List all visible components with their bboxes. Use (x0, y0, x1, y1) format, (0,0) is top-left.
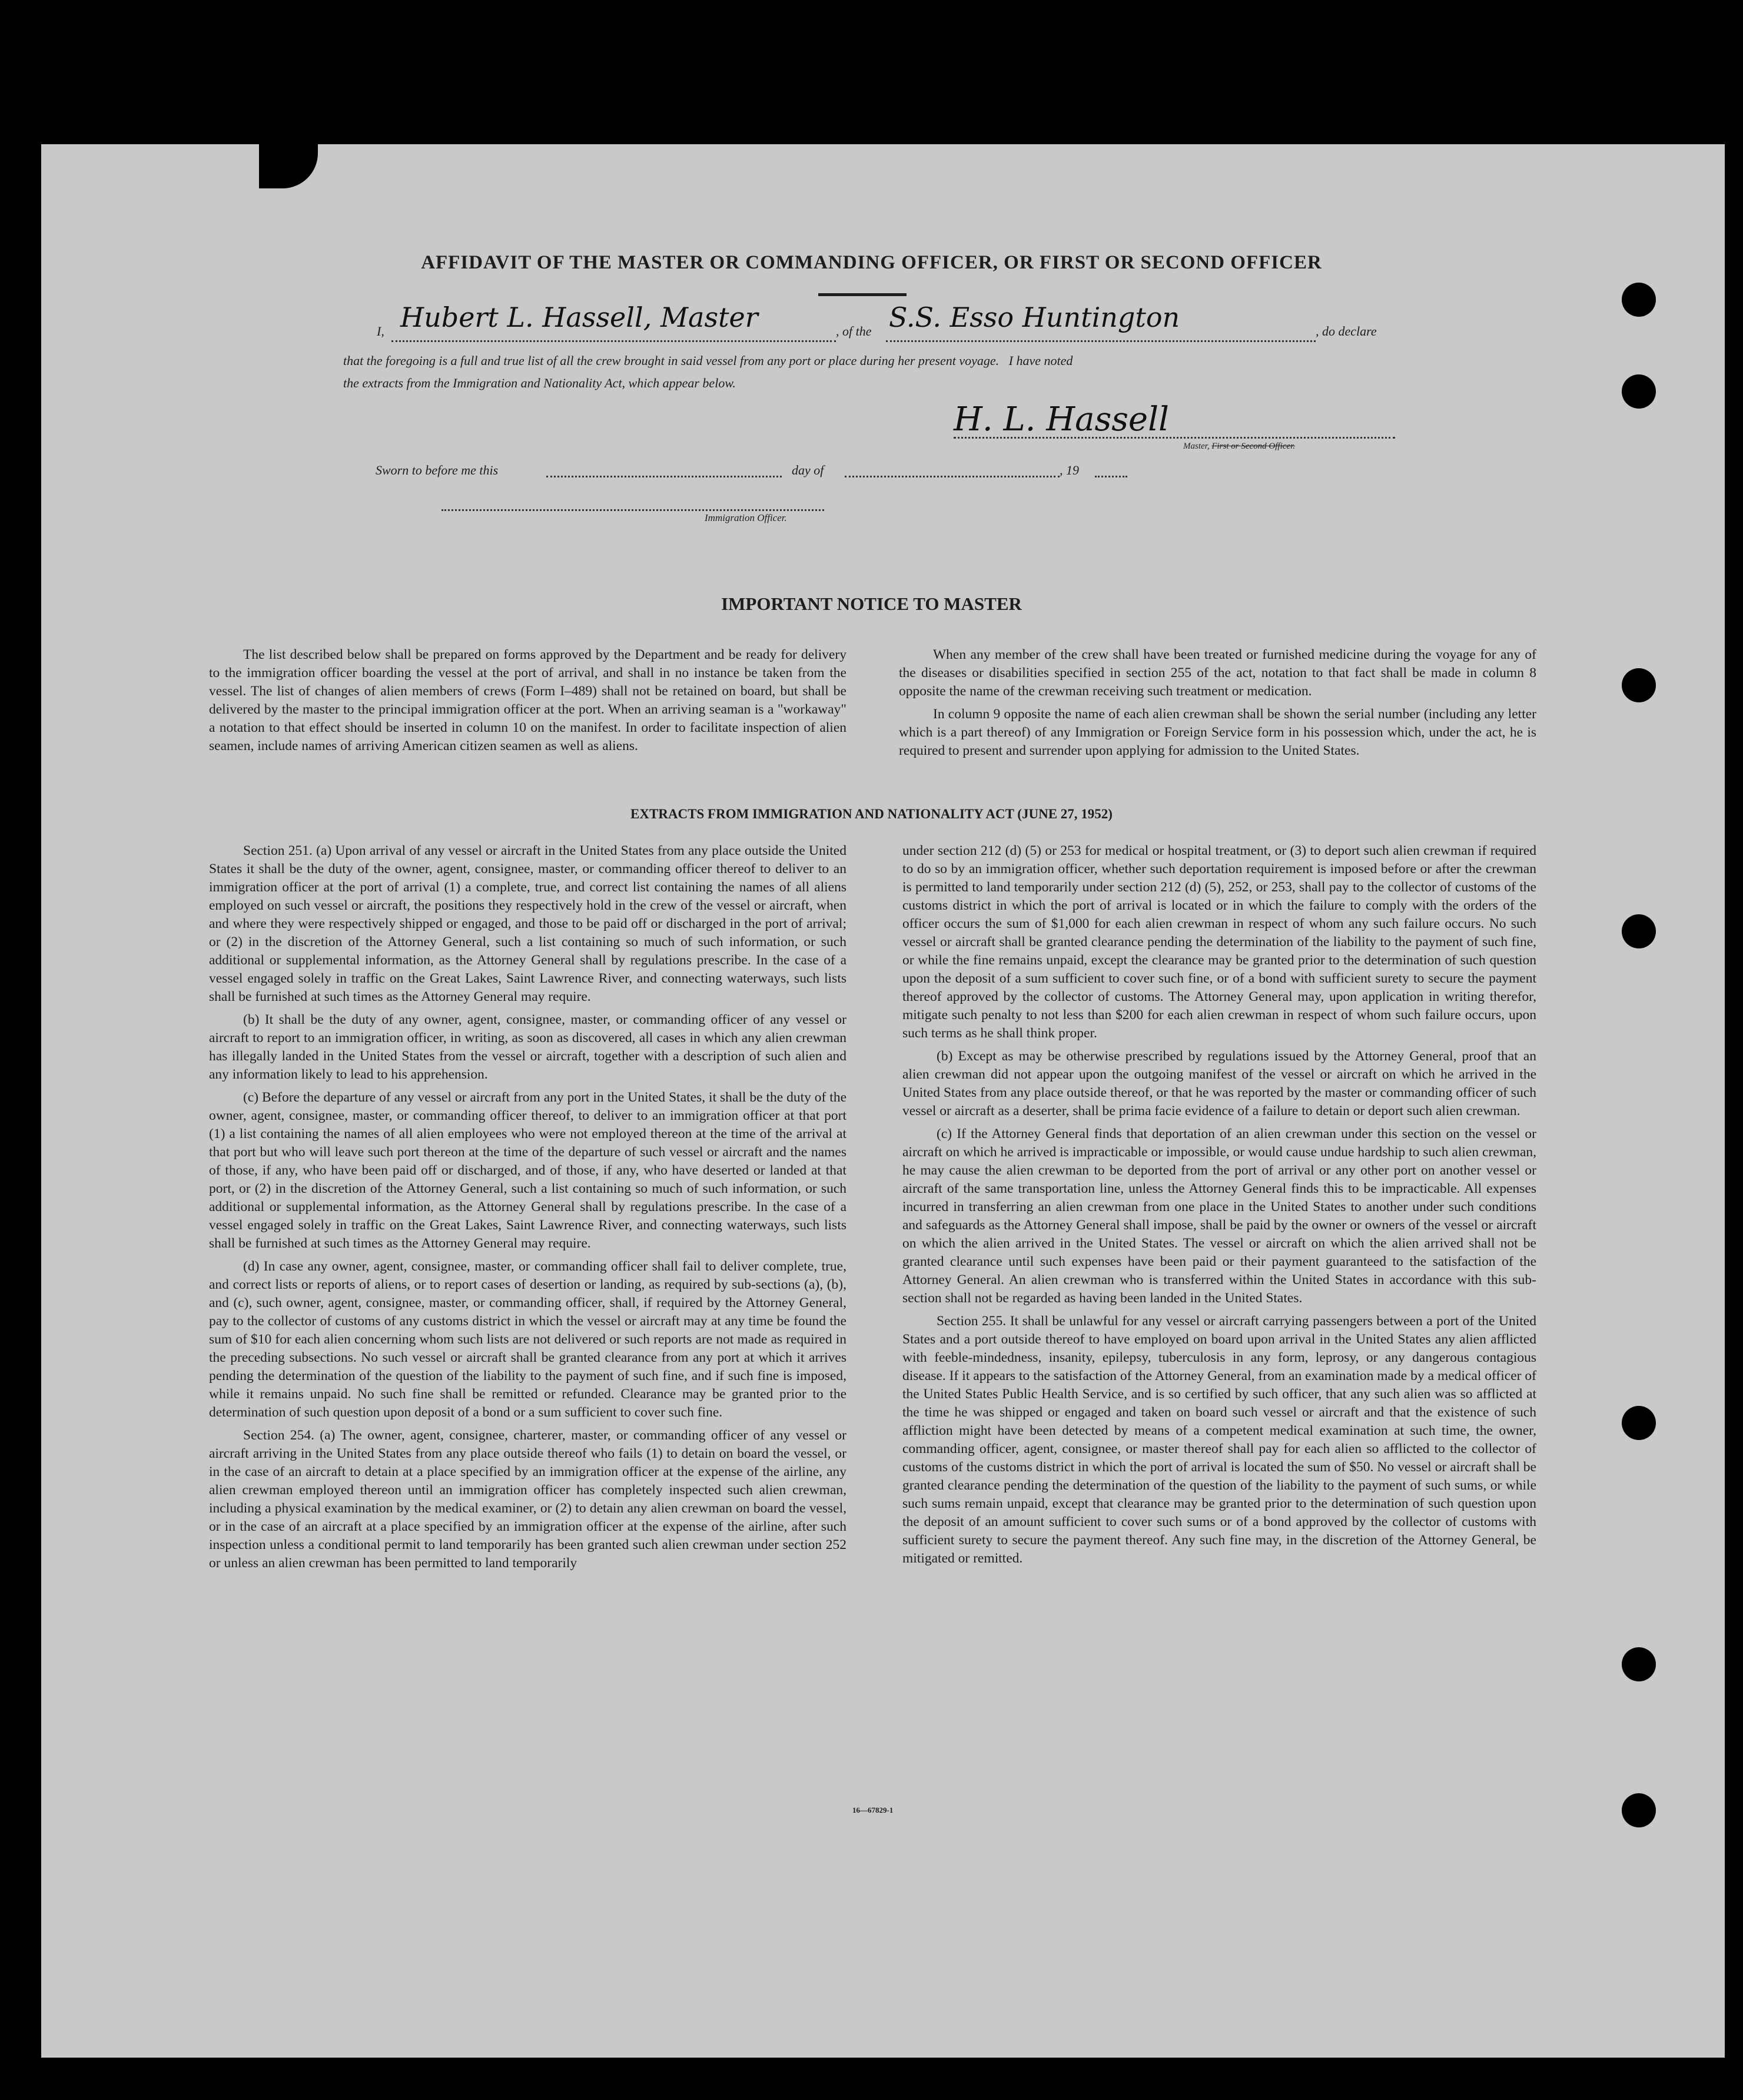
day-of-label: day of (792, 463, 824, 477)
form-code: 16—67829-1 (852, 1806, 894, 1814)
extracts-left-column (209, 842, 846, 1577)
extract-paragraph: (c) If the Attorney General finds that deportation of an alien crewman under this section on the vessel or aircraft on which he arrived is impracticable or impossible, or would cause undue hardship to such alien crewman, he may cause the alien crewman to be deported from the port of arrival or any other port on another vessel or aircraft of the same transportation line, unless the Attorney General finds this to be impracticable. All expenses incurred in transferring an alien crewman from one place in the United States to another under such conditions and safeguards as the Attorney General shall impose, shall be paid by the owner or owners of the vessel or aircraft on which the alien arrived in the United States. The vessel or aircraft on which the alien arrived shall not be granted clearance until such expenses have been paid or their payment guaranteed to the satisfaction of the Attorney General. An alien crewman who is transferred within the United States in accordance with this sub-section shall not be regarded as having been landed in the United States. (902, 1126, 1536, 1306)
of-the-label: , of the (836, 324, 872, 339)
affidavit-title: AFFIDAVIT OF THE MASTER OR COMMANDING OFFICER, OR FIRST OR SECOND OFFICER (421, 252, 1322, 273)
affidavit-pronoun: I, (377, 324, 384, 339)
month-line (845, 476, 1060, 477)
immigration-officer-line (441, 509, 824, 511)
year-label: , 19 (1060, 463, 1079, 477)
handwritten-name: Hubert L. Hassell, Master (400, 301, 758, 333)
year-line (1095, 476, 1127, 477)
handwritten-vessel: S.S. Esso Huntington (889, 301, 1180, 333)
signature-line (954, 437, 1395, 439)
extract-paragraph: (b) Except as may be otherwise prescribed by regulations issued by the Attorney General, proof that an alien crewman did not appear upon the outgoing manifest of the vessel or aircraft on which he arrived in the United States from any place outside thereof, or that he was reported by the master or commanding officer of such vessel or aircraft as a deserter, shall be prima facie evidence of a failure to detain or deport such alien crewman. (902, 1049, 1536, 1119)
punch-hole (1622, 283, 1656, 317)
extract-paragraph: (d) In case any owner, agent, consignee, master, or commanding officer shall fail to deliver complete, true, and correct lists or reports of aliens, or to report cases of desertion or landing, as required by sub-sections (a), (b), and (c), such owner, agent, consignee, master, or commanding officer, shall, if required by the Attorney General, pay to the collector of customs of any customs district in which the vessel or aircraft may at any time be found the sum of $10 for each alien concerning whom such lists are not delivered or such reports are not made as required in the preceding subsections. No such vessel or aircraft shall be granted clearance from any port at which it arrives pending the determination of the question of the liability to the payment of such fine, and if such fine is imposed, while it remains unpaid. No such fine shall be remitted or refunded. Clearance may be granted prior to the determination of such question upon deposit of a bond or a sum sufficient to cover such fine. (209, 1259, 846, 1420)
immigration-officer-label: Immigration Officer. (705, 512, 787, 523)
extracts-right-column (902, 842, 1536, 1572)
notice-right-paragraph: In column 9 opposite the name of each alien crewman shall be shown the serial number (including any letter which is a part thereof) of any Immigration or Foreign Service form in his possession which, under the act, he is required to present and surrender upon applying for admission to the United States. (899, 706, 1536, 758)
title-rule (818, 293, 907, 296)
punch-hole (1622, 914, 1656, 948)
signer-title-struck: First or Second Officer. (1211, 442, 1295, 451)
notice-left-paragraph: The list described below shall be prepared on forms approved by the Department and be ready for delivery to the immigration officer boarding the vessel at the port of arrival, and shall in no instance be taken from the vessel. The list of changes of alien members of crews (Form I–489) shall not be retained on board, but shall be delivered by the master to the principal immigration officer at the port. When an arriving seaman is a "workaway" a notation to that effect should be inserted in column 10 on the manifest. In order to facilitate inspection of alien seamen, include names of arriving American citizen seamen as well as aliens. (209, 647, 846, 754)
extract-paragraph: Section 251. (a) Upon arrival of any vessel or aircraft in the United States from any place outside the United States it shall be the duty of the owner, agent, consignee, master, or commanding officer thereof to deliver to an immigration officer at the port of arrival (1) a complete, true, and correct list containing the names of all aliens employed on such vessel or aircraft, the positions they respectively hold in the crew of the vessel or aircraft, when and where they were respectively shipped or engaged, and those to be paid off or discharged in the port of arrival; or (2) in the discretion of the Attorney General, such a list containing so much of such information, or such additional or supplemental information, as the Attorney General shall by regulations prescribe. In the case of a vessel engaged solely in traffic on the Great Lakes, Saint Lawrence River, and connecting waterways, such lists shall be furnished at such times as the Attorney General may require. (209, 843, 846, 1004)
do-declare-label: , do declare (1316, 324, 1377, 339)
extract-paragraph: Section 255. It shall be unlawful for any vessel or aircraft carrying passengers between a port of the United States and a port outside thereof to have employed on board upon arrival in the United States any alien afflicted with feeble-mindedness, insanity, epilepsy, tuberculosis in any form, leprosy, or any dangerous contagious disease. If it appears to the satisfaction of the Attorney General, from an examination made by a medical officer of the United States Public Health Service, and is so certified by such officer, that any such alien was so afflicted at the time he was shipped or engaged and taken on board such vessel or aircraft and that the existence of such affliction might have been detected by means of a competent medical examination at such time, the owner, commanding officer, agent, consignee, or master thereof shall pay for each alien so afflicted to the collector of customs of the customs district in which the port of arrival is located the sum of $50. No vessel or aircraft shall be granted clearance pending the determination of the question of the liability to the payment of such sums, or while such sums remain unpaid, except that clearance may be granted prior to the determination of such question upon the deposit of an amount sufficient to cover such sums or of a bond approved by the collector of customs with sufficient surety to secure the payment thereof. Any such fine may, in the discretion of the Attorney General, be mitigated or remitted. (902, 1313, 1536, 1566)
notice-title: IMPORTANT NOTICE TO MASTER (721, 593, 1022, 614)
signature: H. L. Hassell (954, 400, 1169, 439)
name-line (391, 340, 836, 342)
punch-hole (1622, 374, 1656, 409)
extract-paragraph: under section 212 (d) (5) or 253 for medical or hospital treatment, or (3) to deport such alien crewman if required to do so by an immigration officer, whether such deportation requirement is imposed before or after the crewman is permitted to land temporarily under section 212 (d) (5), 252, or 253, shall pay to the collector of customs of the customs district in which the port of arrival is located or in which the failure to comply with the orders of the officer occurs the sum of $1,000 for each alien crewman in respect of whom any such failure occurs. No such vessel or aircraft shall be granted clearance pending the determination of the liability to the payment of such fine, or while the fine remains unpaid, except the clearance may be granted prior to the determination of such question upon the deposit of a sum sufficient to cover such fine, or of a bond with sufficient surety to secure the payment thereof approved by the collector of customs. The Attorney General may, upon application in writing therefor, mitigate such penalty to not less than $200 for each alien crewman in respect of whom such failure occurs, upon such terms as he shall think proper. (902, 843, 1536, 1041)
extract-paragraph: Section 254. (a) The owner, agent, consignee, charterer, master, or commanding officer of any vessel or aircraft arriving in the United States from any place outside thereof who fails (1) to detain on board the vessel, or in the case of an aircraft to detain at a place specified by an immigration officer at the expense of the airline, any alien crewman employed thereon until an immigration officer has completely inspected such alien crewman, including a physical examination by the medical examiner, or (2) to detain any alien crewman on board the vessel, or in the case of an aircraft at a place specified by an immigration officer at the expense of the airline, after such inspection unless a conditional permit to land temporarily has been granted such alien crewman under section 252 or unless an alien crewman has been permitted to land temporarily (209, 1428, 846, 1571)
vessel-line (886, 340, 1316, 342)
notice-right-paragraph: When any member of the crew shall have been treated or furnished medicine during the voyage for any of the diseases or disabilities specified in section 255 of the act, notation to that fact shall be made in column 8 opposite the name of the crewman receiving such treatment or medication. (899, 647, 1536, 699)
extract-paragraph: (b) It shall be the duty of any owner, agent, consignee, master, or commanding officer of any vessel or aircraft to report to an immigration officer, in writing, as soon as discovered, all cases in which any alien crewman has illegally landed in the United States from the vessel or aircraft, together with a description of such alien and any information likely to lead to his apprehension. (209, 1012, 846, 1082)
signer-title-master: Master, (1183, 442, 1210, 451)
punch-hole (1622, 1793, 1656, 1827)
sworn-day-line (546, 476, 782, 477)
affidavit-statement-line2: the extracts from the Immigration and Nationality Act, which appear below. (343, 376, 736, 390)
punch-hole (1622, 1647, 1656, 1681)
sworn-label: Sworn to before me this (376, 463, 499, 477)
affidavit-statement-line1: that the foregoing is a full and true list of all the crew brought in said vessel from any port or place during her present voyage. I have noted (343, 353, 1073, 368)
punch-hole (1622, 1406, 1656, 1440)
extract-paragraph: (c) Before the departure of any vessel or aircraft from any port in the United States, it shall be the duty of the owner, agent, consignee, master, or commanding officer thereof, to deliver to an immigration officer at that port (1) a list containing the names of all alien employees who were not employed thereon at the time of the arrival at that port but who will leave such port thereon at the time of the departure of such vessel or aircraft and the names of those, if any, who have been paid off or discharged, and of those, if any, who have deserted or landed at that port, or (2) in the discretion of the Attorney General, such a list containing so much of such information, or such additional or supplemental information, as the Attorney General shall by regulations prescribe. In the case of a vessel engaged solely in traffic on the Great Lakes, Saint Lawrence River, and connecting waterways, such lists shall be furnished at such times as the Attorney General may require. (209, 1090, 846, 1251)
punch-hole (1622, 668, 1656, 702)
extracts-title: EXTRACTS FROM IMMIGRATION AND NATIONALITY ACT (JUNE 27, 1952) (630, 807, 1113, 821)
